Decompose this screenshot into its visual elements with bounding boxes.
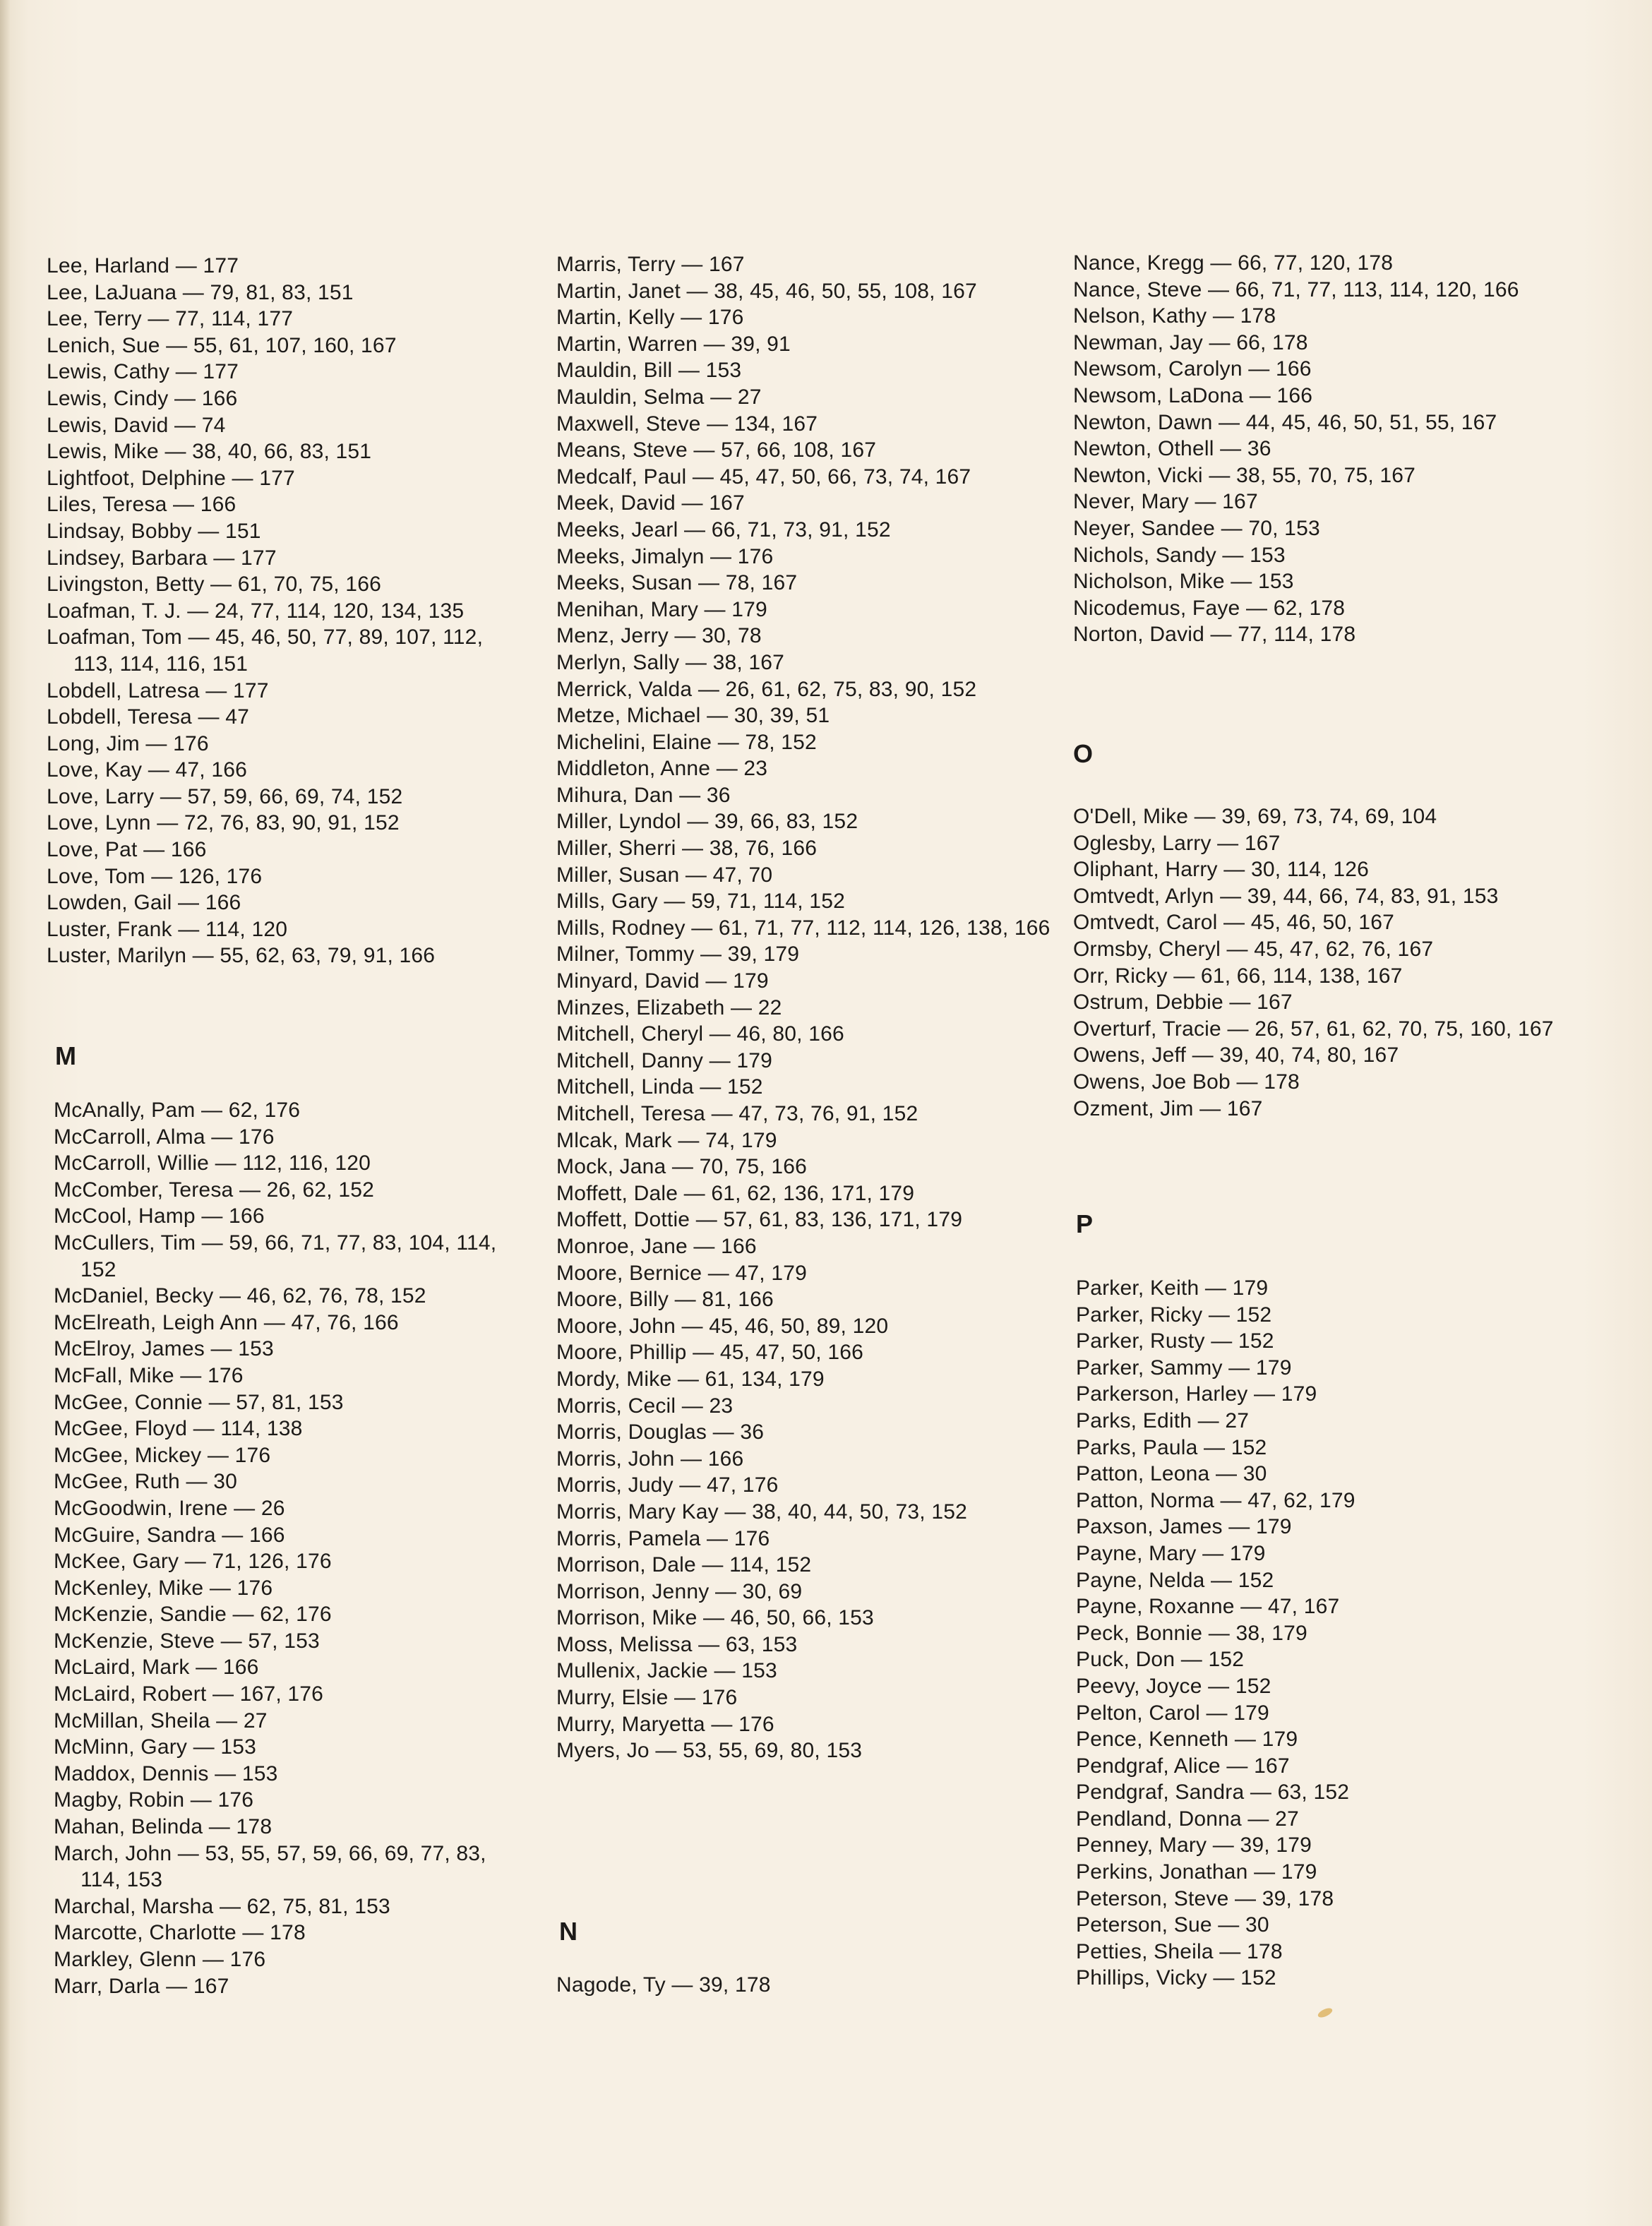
index-entry: Magby, Robin — 176 — [54, 1788, 254, 1812]
index-entry: Lewis, David — 74 — [47, 413, 226, 437]
index-entry: Miller, Susan — 47, 70 — [556, 863, 773, 887]
index-entry: Morrison, Dale — 114, 152 — [556, 1553, 812, 1577]
index-entry: Orr, Ricky — 61, 66, 114, 138, 167 — [1073, 964, 1403, 988]
index-entry: Morris, Cecil — 23 — [556, 1394, 734, 1418]
index-entry: Neyer, Sandee — 70, 153 — [1073, 516, 1320, 540]
index-entry: Mitchell, Cheryl — 46, 80, 166 — [556, 1022, 844, 1046]
index-entry: Lobdell, Teresa — 47 — [47, 705, 249, 729]
index-entry: McGee, Ruth — 30 — [54, 1470, 237, 1494]
index-entry: McMinn, Gary — 153 — [54, 1735, 257, 1759]
index-entry: Paxson, James — 179 — [1076, 1515, 1292, 1539]
index-entry: McKee, Gary — 71, 126, 176 — [54, 1550, 332, 1574]
index-entry: Peevy, Joyce — 152 — [1076, 1674, 1271, 1698]
index-entry: Mauldin, Bill — 153 — [556, 359, 742, 383]
index-entry: Morrison, Mike — 46, 50, 66, 153 — [556, 1606, 874, 1630]
index-entry: Never, Mary — 167 — [1073, 490, 1258, 514]
index-entry: Peterson, Steve — 39, 178 — [1076, 1886, 1334, 1910]
index-entry: Lobdell, Latresa — 177 — [47, 678, 269, 702]
index-entry: Nagode, Ty — 39, 178 — [556, 1973, 771, 1997]
index-entry: Perkins, Jonathan — 179 — [1076, 1860, 1317, 1884]
index-entry: Oliphant, Harry — 30, 114, 126 — [1073, 858, 1369, 882]
index-entry: Moffett, Dottie — 57, 61, 83, 136, 171, 179 — [556, 1208, 963, 1232]
index-entry: Nichols, Sandy — 153 — [1073, 543, 1286, 567]
index-entry: Mlcak, Mark — 74, 179 — [556, 1128, 777, 1152]
index-entry: Parker, Rusty — 152 — [1076, 1329, 1274, 1353]
index-entry: Nance, Steve — 66, 71, 77, 113, 114, 120, 166 — [1073, 277, 1519, 301]
index-entry: Marchal, Marsha — 62, 75, 81, 153 — [54, 1894, 390, 1918]
index-entry: Lee, Terry — 77, 114, 177 — [47, 307, 294, 331]
index-entry: Meek, David — 167 — [556, 491, 745, 515]
index-entry: Pendland, Donna — 27 — [1076, 1807, 1299, 1831]
index-entry: Newton, Othell — 36 — [1073, 437, 1271, 461]
index-entry: Moore, Billy — 81, 166 — [556, 1288, 774, 1312]
index-entry: Nicholson, Mike — 153 — [1073, 570, 1294, 594]
index-entry: Martin, Kelly — 176 — [556, 306, 744, 330]
index-entry: Mahan, Belinda — 178 — [54, 1815, 273, 1839]
index-entry: Moore, John — 45, 46, 50, 89, 120 — [556, 1314, 889, 1338]
index-entry: Loafman, T. J. — 24, 77, 114, 120, 134, 135 — [47, 599, 465, 623]
index-entry: O'Dell, Mike — 39, 69, 73, 74, 69, 104 — [1073, 805, 1437, 828]
index-entry: Peterson, Sue — 30 — [1076, 1913, 1269, 1937]
index-entry: Payne, Nelda — 152 — [1076, 1568, 1274, 1592]
index-entry: Mitchell, Danny — 179 — [556, 1048, 773, 1072]
index-entry: Mitchell, Linda — 152 — [556, 1075, 763, 1099]
index-entry: Monroe, Jane — 166 — [556, 1234, 757, 1258]
index-section-n-continued — [1073, 250, 1519, 648]
index-entry: McLaird, Robert — 167, 176 — [54, 1682, 324, 1706]
index-entry: Phillips, Vicky — 152 — [1076, 1966, 1276, 1990]
index-entry: Lewis, Mike — 38, 40, 66, 83, 151 — [47, 440, 372, 464]
index-entry: Mills, Gary — 59, 71, 114, 152 — [556, 890, 845, 914]
index-entry: Milner, Tommy — 39, 179 — [556, 943, 800, 967]
index-entry: Means, Steve — 57, 66, 108, 167 — [556, 438, 877, 462]
index-entry: Moore, Bernice — 47, 179 — [556, 1261, 807, 1285]
index-entry: March, John — 53, 55, 57, 59, 66, 69, 77, 83, 114, 153 — [54, 1841, 486, 1892]
section-letter-m: M — [55, 1041, 76, 1070]
index-entry: Patton, Norma — 47, 62, 179 — [1076, 1488, 1355, 1512]
index-entry: McCool, Hamp — 166 — [54, 1204, 265, 1228]
index-entry: McGee, Mickey — 176 — [54, 1443, 271, 1467]
index-entry: Love, Kay — 47, 166 — [47, 758, 247, 782]
index-entry: Love, Pat — 166 — [47, 838, 207, 862]
index-entry: Parker, Ricky — 152 — [1076, 1303, 1272, 1327]
index-entry: McLaird, Mark — 166 — [54, 1656, 259, 1680]
index-entry: Patton, Leona — 30 — [1076, 1462, 1267, 1486]
index-entry: Morris, Pamela — 176 — [556, 1526, 770, 1550]
index-entry: Loafman, Tom — 45, 46, 50, 77, 89, 107, 112, 113, 114, 116, 151 — [47, 626, 484, 676]
index-entry: Miller, Lyndol — 39, 66, 83, 152 — [556, 810, 858, 834]
index-entry: Long, Jim — 176 — [47, 731, 209, 755]
index-entry: Moore, Phillip — 45, 47, 50, 166 — [556, 1341, 863, 1365]
index-entry: Lewis, Cathy — 177 — [47, 360, 239, 384]
index-entry: Pendgraf, Alice — 167 — [1076, 1754, 1290, 1778]
index-entry: Pendgraf, Sandra — 63, 152 — [1076, 1781, 1350, 1805]
index-entry: Overturf, Tracie — 26, 57, 61, 62, 70, 75, 160, 167 — [1073, 1017, 1554, 1041]
index-entry: Marr, Darla — 167 — [54, 1974, 229, 1998]
index-entry: Morris, John — 166 — [556, 1447, 744, 1471]
index-section-p — [1076, 1275, 1355, 1992]
index-entry: Michelini, Elaine — 78, 152 — [556, 730, 817, 754]
index-entry: Lowden, Gail — 166 — [47, 891, 241, 915]
index-entry: McMillan, Sheila — 27 — [54, 1709, 268, 1733]
index-entry: Meeks, Jimalyn — 176 — [556, 544, 774, 568]
index-entry: Norton, David — 77, 114, 178 — [1073, 623, 1356, 647]
index-entry: McDaniel, Becky — 46, 62, 76, 78, 152 — [54, 1284, 426, 1308]
index-entry: Nelson, Kathy — 178 — [1073, 304, 1276, 328]
index-entry: Nance, Kregg — 66, 77, 120, 178 — [1073, 251, 1394, 275]
index-entry: McComber, Teresa — 26, 62, 152 — [54, 1178, 375, 1202]
index-entry: McKenzie, Sandie — 62, 176 — [54, 1603, 332, 1627]
index-entry: McCarroll, Willie — 112, 116, 120 — [54, 1151, 371, 1175]
index-entry: McKenley, Mike — 176 — [54, 1576, 273, 1600]
index-entry: McKenzie, Steve — 57, 153 — [54, 1629, 320, 1653]
index-section-n — [556, 1972, 771, 1999]
index-entry: Parkerson, Harley — 179 — [1076, 1382, 1317, 1406]
index-entry: Pence, Kenneth — 179 — [1076, 1728, 1298, 1752]
index-entry: Lindsay, Bobby — 151 — [47, 519, 261, 543]
index-entry: Mordy, Mike — 61, 134, 179 — [556, 1367, 825, 1391]
index-entry: Mihura, Dan — 36 — [556, 783, 731, 807]
index-entry: Newman, Jay — 66, 178 — [1073, 330, 1308, 354]
index-entry: Morrison, Jenny — 30, 69 — [556, 1579, 803, 1603]
index-entry: Moss, Melissa — 63, 153 — [556, 1632, 798, 1656]
index-entry: Oglesby, Larry — 167 — [1073, 831, 1281, 855]
index-entry: McGuire, Sandra — 166 — [54, 1523, 285, 1547]
index-entry: Love, Lynn — 72, 76, 83, 90, 91, 152 — [47, 811, 400, 835]
index-entry: Mills, Rodney — 61, 71, 77, 112, 114, 126, 138, 166 — [556, 916, 1051, 940]
index-entry: Peck, Bonnie — 38, 179 — [1076, 1621, 1307, 1645]
page-binding-edge — [0, 0, 10, 2226]
index-entry: Maddox, Dennis — 153 — [54, 1761, 278, 1785]
index-entry: Petties, Sheila — 178 — [1076, 1939, 1283, 1963]
index-entry: Parker, Sammy — 179 — [1076, 1356, 1292, 1380]
index-entry: Livingston, Betty — 61, 70, 75, 166 — [47, 573, 381, 597]
index-entry: Minyard, David — 179 — [556, 969, 769, 993]
index-entry: Miller, Sherri — 38, 76, 166 — [556, 837, 818, 861]
index-entry: Middleton, Anne — 23 — [556, 757, 768, 781]
index-entry: Owens, Joe Bob — 178 — [1073, 1070, 1300, 1094]
index-entry: Owens, Jeff — 39, 40, 74, 80, 167 — [1073, 1043, 1399, 1067]
index-entry: McGee, Connie — 57, 81, 153 — [54, 1390, 344, 1414]
index-entry: Penney, Mary — 39, 179 — [1076, 1833, 1312, 1857]
index-entry: Ormsby, Cheryl — 45, 47, 62, 76, 167 — [1073, 937, 1434, 961]
index-entry: Omtvedt, Arlyn — 39, 44, 66, 74, 83, 91, 153 — [1073, 884, 1499, 908]
index-section-m-continued — [556, 251, 1051, 1764]
index-entry: Mitchell, Teresa — 47, 73, 76, 91, 152 — [556, 1102, 918, 1125]
index-entry: McCullers, Tim — 59, 66, 71, 77, 83, 104, 114, 152 — [54, 1231, 497, 1281]
index-entry: Murry, Maryetta — 176 — [556, 1712, 774, 1736]
index-entry: Menz, Jerry — 30, 78 — [556, 624, 762, 648]
index-section-o — [1073, 803, 1554, 1122]
index-entry: Liles, Teresa — 166 — [47, 493, 237, 517]
index-entry: Lewis, Cindy — 166 — [47, 386, 238, 410]
index-entry: Payne, Roxanne — 47, 167 — [1076, 1595, 1340, 1619]
index-entry: Mauldin, Selma — 27 — [556, 385, 762, 409]
index-entry: McGoodwin, Irene — 26 — [54, 1496, 285, 1520]
index-entry: Mock, Jana — 70, 75, 166 — [556, 1155, 808, 1179]
index-entry: Medcalf, Paul — 45, 47, 50, 66, 73, 74, 167 — [556, 465, 971, 489]
index-entry: Martin, Janet — 38, 45, 46, 50, 55, 108, 167 — [556, 279, 977, 303]
index-entry: Luster, Frank — 114, 120 — [47, 917, 288, 941]
index-entry: Puck, Don — 152 — [1076, 1648, 1245, 1672]
index-entry: McCarroll, Alma — 176 — [54, 1125, 275, 1149]
index-entry: Lenich, Sue — 55, 61, 107, 160, 167 — [47, 333, 397, 357]
index-entry: Marris, Terry — 167 — [556, 253, 745, 276]
index-entry: Minzes, Elizabeth — 22 — [556, 995, 782, 1019]
index-entry: Newton, Vicki — 38, 55, 70, 75, 167 — [1073, 463, 1416, 487]
index-entry: Lightfoot, Delphine — 177 — [47, 466, 295, 490]
index-entry: Parker, Keith — 179 — [1076, 1276, 1269, 1300]
index-entry: Merrick, Valda — 26, 61, 62, 75, 83, 90, 152 — [556, 677, 977, 701]
index-entry: Lindsey, Barbara — 177 — [47, 546, 277, 570]
index-entry: McAnally, Pam — 62, 176 — [54, 1099, 301, 1122]
index-entry: Merlyn, Sally — 38, 167 — [556, 650, 785, 674]
index-entry: Menihan, Mary — 179 — [556, 597, 767, 621]
index-entry: Murry, Elsie — 176 — [556, 1686, 738, 1710]
index-entry: Martin, Warren — 39, 91 — [556, 332, 791, 356]
index-entry: Maxwell, Steve — 134, 167 — [556, 412, 818, 436]
index-entry: Lee, LaJuana — 79, 81, 83, 151 — [47, 280, 354, 304]
index-entry: Luster, Marilyn — 55, 62, 63, 79, 91, 166 — [47, 944, 436, 968]
index-entry: Meeks, Susan — 78, 167 — [556, 571, 798, 595]
index-entry: Newsom, Carolyn — 166 — [1073, 357, 1312, 381]
paper-speck — [1317, 2006, 1334, 2019]
index-entry: Newsom, LaDona — 166 — [1073, 383, 1313, 407]
index-entry: McElroy, James — 153 — [54, 1337, 274, 1361]
index-entry: Moffett, Dale — 61, 62, 136, 171, 179 — [556, 1181, 915, 1205]
index-entry: Mullenix, Jackie — 153 — [556, 1659, 777, 1683]
index-entry: Love, Larry — 57, 59, 66, 69, 74, 152 — [47, 784, 403, 808]
index-entry: Parks, Edith — 27 — [1076, 1408, 1250, 1432]
index-entry: Marcotte, Charlotte — 178 — [54, 1921, 306, 1945]
index-entry: Markley, Glenn — 176 — [54, 1948, 266, 1971]
index-entry: McFall, Mike — 176 — [54, 1363, 244, 1387]
index-entry: Omtvedt, Carol — 45, 46, 50, 167 — [1073, 911, 1394, 935]
index-entry: Newton, Dawn — 44, 45, 46, 50, 51, 55, 167 — [1073, 410, 1497, 434]
index-entry: Nicodemus, Faye — 62, 178 — [1073, 596, 1346, 620]
index-entry: Metze, Michael — 30, 39, 51 — [556, 704, 830, 728]
index-entry: Ostrum, Debbie — 167 — [1073, 991, 1293, 1015]
index-section-m — [54, 1097, 513, 1999]
index-entry: Lee, Harland — 177 — [47, 254, 239, 277]
index-entry: Payne, Mary — 179 — [1076, 1541, 1266, 1565]
index-entry: McElreath, Leigh Ann — 47, 76, 166 — [54, 1310, 399, 1334]
index-entry: Love, Tom — 126, 176 — [47, 864, 263, 888]
section-letter-o: O — [1073, 739, 1094, 768]
index-entry: Meeks, Jearl — 66, 71, 73, 91, 152 — [556, 517, 891, 541]
section-letter-p: P — [1076, 1209, 1094, 1238]
section-letter-n: N — [559, 1917, 577, 1946]
index-entry: Morris, Judy — 47, 176 — [556, 1473, 779, 1497]
index-entry: Morris, Mary Kay — 38, 40, 44, 50, 73, 152 — [556, 1500, 968, 1524]
index-entry: Myers, Jo — 53, 55, 69, 80, 153 — [556, 1739, 863, 1763]
index-entry: Parks, Paula — 152 — [1076, 1435, 1267, 1459]
index-entry: Morris, Douglas — 36 — [556, 1420, 765, 1444]
index-entry: McGee, Floyd — 114, 138 — [54, 1417, 303, 1441]
index-section-l — [47, 253, 513, 969]
index-entry: Ozment, Jim — 167 — [1073, 1096, 1263, 1120]
index-entry: Pelton, Carol — 179 — [1076, 1701, 1269, 1725]
